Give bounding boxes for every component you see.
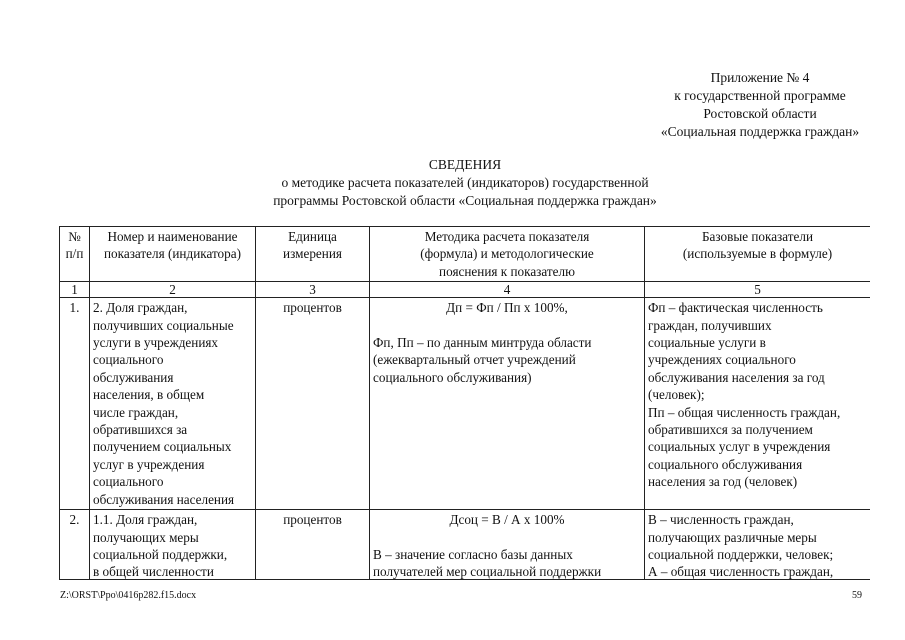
base-line: А – общая численность граждан, <box>648 564 834 580</box>
appendix-block <box>615 69 905 141</box>
header-text: показателя (индикатора) <box>103 246 241 262</box>
indicator-name-cell <box>90 298 256 510</box>
base-line: обратившихся за получением <box>648 422 813 438</box>
column-number: 1 <box>60 282 90 298</box>
method-line: получателей мер социальной поддержки <box>373 564 602 580</box>
method-line: социального обслуживания) <box>373 369 532 385</box>
header-text: Методика расчета показателя <box>424 229 590 244</box>
indicator-name-line: обратившихся за <box>93 422 188 438</box>
unit-cell: процентов <box>256 510 370 580</box>
indicator-name-line: получающих меры <box>93 529 199 545</box>
indicator-name-line: обслуживания населения <box>93 491 235 507</box>
indicator-name-line: населения, в общем <box>93 387 205 403</box>
row-number: 2. <box>60 510 90 580</box>
base-line: (человек); <box>648 387 705 403</box>
base-line: Фп – фактическая численность <box>648 300 823 316</box>
column-number: 4 <box>370 282 645 298</box>
unit-cell: процентов <box>256 298 370 510</box>
base-line: социальной поддержки, человек; <box>648 546 834 562</box>
base-line: социального обслуживания <box>648 456 803 472</box>
indicator-name-cell <box>90 510 256 580</box>
header-cell-name <box>90 227 256 282</box>
column-number: 5 <box>645 282 871 298</box>
formula: Дсоц = В / А х 100% <box>449 512 565 528</box>
document-subtitle: о методике расчета показателей (индикаторов) государственной <box>281 175 649 190</box>
document-title: СВЕДЕНИЯ <box>428 157 502 172</box>
base-line: граждан, получивших <box>648 317 772 333</box>
indicator-name-line: в общей численности <box>93 564 214 580</box>
base-indicators-cell <box>645 298 871 510</box>
header-text: (используемые в формуле) <box>682 246 833 262</box>
row-number: 1. <box>60 298 90 510</box>
method-cell <box>370 510 645 580</box>
document-subtitle: программы Ростовской области «Социальная поддержка граждан» <box>273 193 657 208</box>
base-line: В – численность граждан, <box>648 512 794 528</box>
column-number: 2 <box>90 282 256 298</box>
indicator-name-line: получивших социальные <box>93 317 234 333</box>
indicator-name-line: социального <box>93 474 164 490</box>
indicator-name-line: 2. Доля граждан, <box>93 300 188 316</box>
indicator-table <box>59 226 870 580</box>
appendix-line: Приложение № 4 <box>710 70 810 85</box>
header-text: Номер и наименование <box>107 229 238 244</box>
indicator-name-line: социального <box>93 352 164 368</box>
base-line: населения за год (человек) <box>648 474 798 490</box>
indicator-name-line: получением социальных <box>93 439 232 455</box>
method-line: В – значение согласно базы данных <box>373 546 573 562</box>
header-text: (формула) и методологические <box>420 246 594 262</box>
header-text: № <box>68 229 81 244</box>
indicator-name-line: социальной поддержки, <box>93 546 228 562</box>
table-row <box>60 510 871 580</box>
indicator-name-line: обслуживания <box>93 369 174 385</box>
header-cell-number <box>60 227 90 282</box>
appendix-line: Ростовской области <box>703 106 817 121</box>
table-header-row <box>60 227 871 282</box>
indicator-name-line: услуги в учреждениях <box>93 335 219 351</box>
method-cell <box>370 298 645 510</box>
method-line: Фп, Пп – по данным минтруда области <box>373 335 592 351</box>
indicator-name-line: 1.1. Доля граждан, <box>93 512 198 528</box>
base-indicators-cell <box>645 510 871 580</box>
header-cell-base <box>645 227 871 282</box>
base-line: социальных услуг в учреждения <box>648 439 831 455</box>
footer-file-path: Z:\ORST\Ppo\0416p282.f15.docx <box>60 590 197 601</box>
indicator-name-line: числе граждан, <box>93 404 179 420</box>
base-line: учреждениях социального <box>648 352 796 368</box>
header-text: п/п <box>65 246 84 262</box>
base-line: Пп – общая численность граждан, <box>648 404 841 420</box>
appendix-line: к государственной программе <box>674 88 846 103</box>
formula: Дп = Фп / Пп х 100%, <box>446 300 568 316</box>
header-text: Базовые показатели <box>701 229 814 244</box>
header-text: измерения <box>283 246 342 262</box>
column-number: 3 <box>256 282 370 298</box>
header-text: пояснения к показателю <box>439 263 575 279</box>
table-row <box>60 298 871 510</box>
appendix-line: «Социальная поддержка граждан» <box>660 124 860 139</box>
base-line: социальные услуги в <box>648 335 766 351</box>
header-cell-unit <box>256 227 370 282</box>
header-cell-method <box>370 227 645 282</box>
base-line: обслуживания населения за год <box>648 369 825 385</box>
column-number-row <box>60 282 871 298</box>
base-line: получающих различные меры <box>648 529 817 545</box>
header-text: Единица <box>288 229 337 244</box>
indicator-name-line: услуг в учреждения <box>93 456 205 472</box>
method-line: (ежеквартальный отчет учреждений <box>373 352 576 368</box>
indicator-table-wrapper <box>59 226 870 580</box>
document-heading <box>160 156 770 210</box>
footer-page-number: 59 <box>852 590 862 601</box>
